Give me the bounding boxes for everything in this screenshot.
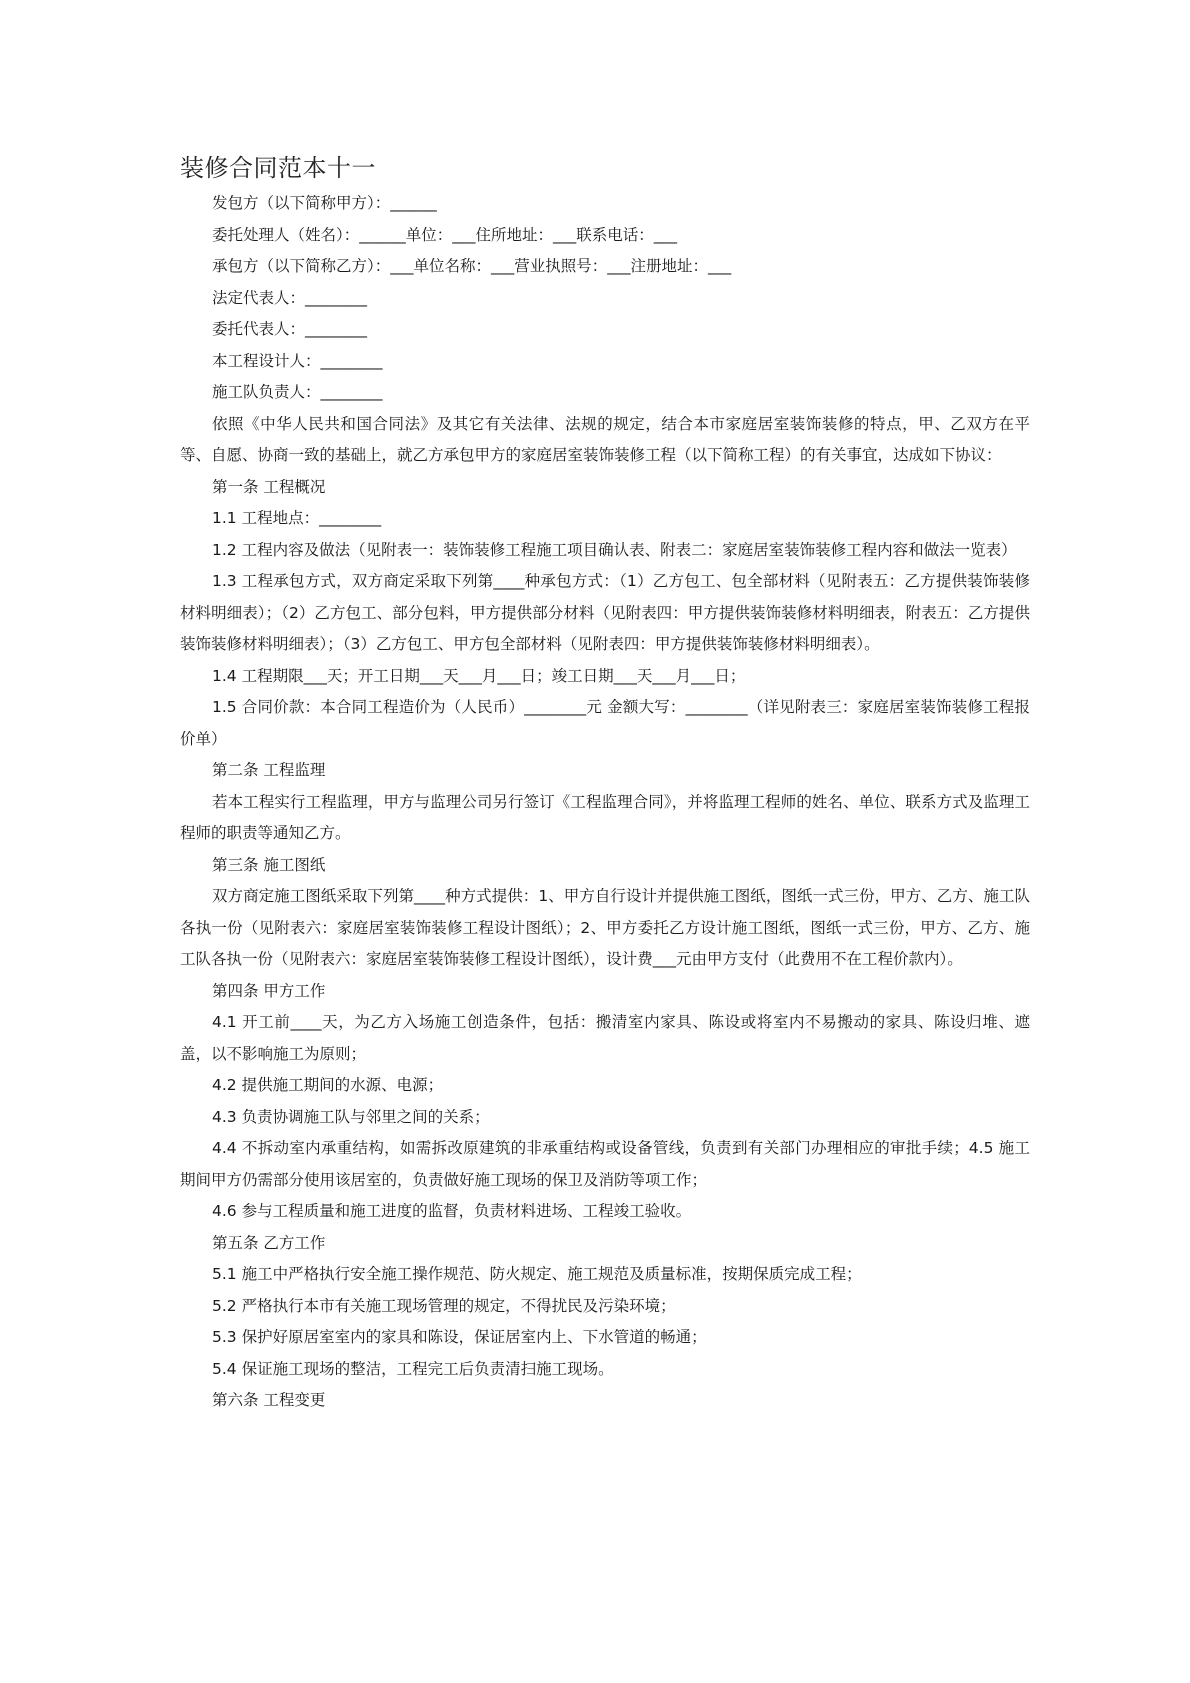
section-heading-4: 第四条 甲方工作	[212, 981, 326, 1000]
paragraph-contractor: 承包方（以下简称乙方）：___单位名称：___营业执照号：___注册地址：___	[212, 257, 732, 275]
paragraph-designer: 本工程设计人：________	[212, 351, 383, 370]
document-title: 装修合同范本十一	[180, 154, 376, 182]
paragraph-employer: 发包方（以下简称甲方）：______	[212, 194, 437, 212]
paragraph-employer-agent: 委托处理人（姓名）：______单位：___住所地址：___联系电话：___	[212, 225, 678, 244]
document-page	[180, 150, 1030, 1417]
clause-4-6: 4.6 参与工程质量和施工进度的监督，负责材料进场、工程竣工验收。	[212, 1202, 692, 1220]
clause-5-1: 5.1 施工中严格执行安全施工操作规范、防火规定、施工规范及质量标准，按期保质完成工程；	[212, 1265, 862, 1283]
clause-5-2: 5.2 严格执行本市有关施工现场管理的规定，不得扰民及污染环境；	[212, 1296, 676, 1315]
clause-2-body: 若本工程实行工程监理，甲方与监理公司另行签订《工程监理合同》，并将监理工程师的姓名、单位、联系方式及监理工程师的职责等通知乙方。	[180, 792, 1030, 842]
clause-4-3: 4.3 负责协调施工队与邻里之间的关系；	[212, 1107, 490, 1126]
clause-1-2: 1.2 工程内容及做法（见附表一：装饰装修工程施工项目确认表、附表二：家庭居室装饰装修工程内容和做法一览表）	[212, 540, 1017, 559]
clause-3-body: 双方商定施工图纸采取下列第____种方式提供：1、甲方自行设计并提供施工图纸，图纸一式三份，甲方、乙方、施工队各执一份（见附表六：家庭居室装饰装修工程设计图纸）；2、甲方委托乙方设计施工图纸，图纸一式三份，甲方、乙方、施工队各执一份（见附表六：家庭居室装饰装修工程设计图纸），设计费___元由甲方支付（此费用不在工程价款内）。	[180, 887, 1030, 968]
clause-4-1: 4.1 开工前____天，为乙方入场施工创造条件，包括：搬清室内家具、陈设或将室内不易搬动的家具、陈设归堆、遮盖，以不影响施工为原则；	[180, 1013, 1030, 1063]
section-heading-3: 第三条 施工图纸	[212, 855, 326, 874]
clause-1-3: 1.3 工程承包方式，双方商定采取下列第____种承包方式：（1）乙方包工、包全部材料（见附表五：乙方提供装饰装修材料明细表）；（2）乙方包工、部分包料，甲方提供部分材料（见附表四：甲方提供装饰装修材料明细表，附表五：乙方提供装饰装修材料明细表）；（3）乙方包工、甲方包全部材料（见附表四：甲方提供装饰装修材料明细表）。	[180, 572, 1030, 653]
clause-1-5: 1.5 合同价款：本合同工程造价为（人民币）________元 金额大写：________（详见附表三：家庭居室装饰装修工程报价单）	[180, 698, 1030, 748]
section-heading-5: 第五条 乙方工作	[212, 1233, 326, 1252]
paragraph-preamble: 依照《中华人民共和国合同法》及其它有关法律、法规的规定，结合本市家庭居室装饰装修的特点，甲、乙双方在平等、自愿、协商一致的基础上，就乙方承包甲方的家庭居室装饰装修工程（以下简称工程）的有关事宜，达成如下协议：	[180, 414, 1030, 464]
clause-4-4: 4.4 不拆动室内承重结构，如需拆改原建筑的非承重结构或设备管线，负责到有关部门办理相应的审批手续；4.5 施工期间甲方仍需部分使用该居室的，负责做好施工现场的保卫及消防等项工作；	[180, 1139, 1030, 1189]
clause-5-3: 5.3 保护好原居室室内的家具和陈设，保证居室内上、下水管道的畅通；	[212, 1328, 707, 1346]
paragraph-team-leader: 施工队负责人：________	[212, 383, 383, 401]
paragraph-legal-rep: 法定代表人：________	[212, 288, 368, 307]
section-heading-1: 第一条 工程概况	[212, 477, 326, 496]
section-heading-2: 第二条 工程监理	[212, 761, 326, 779]
clause-5-4: 5.4 保证施工现场的整洁，工程完工后负责清扫施工现场。	[212, 1359, 614, 1378]
section-heading-6: 第六条 工程变更	[212, 1391, 326, 1409]
clause-1-4: 1.4 工程期限___天；开工日期___天___月___日；竣工日期___天___月___日；	[212, 666, 746, 685]
clause-4-2: 4.2 提供施工期间的水源、电源；	[212, 1076, 444, 1094]
clause-1-1: 1.1 工程地点：________	[212, 509, 382, 527]
document-body	[180, 188, 1030, 1417]
paragraph-authorized-rep: 委托代表人：________	[212, 320, 368, 338]
